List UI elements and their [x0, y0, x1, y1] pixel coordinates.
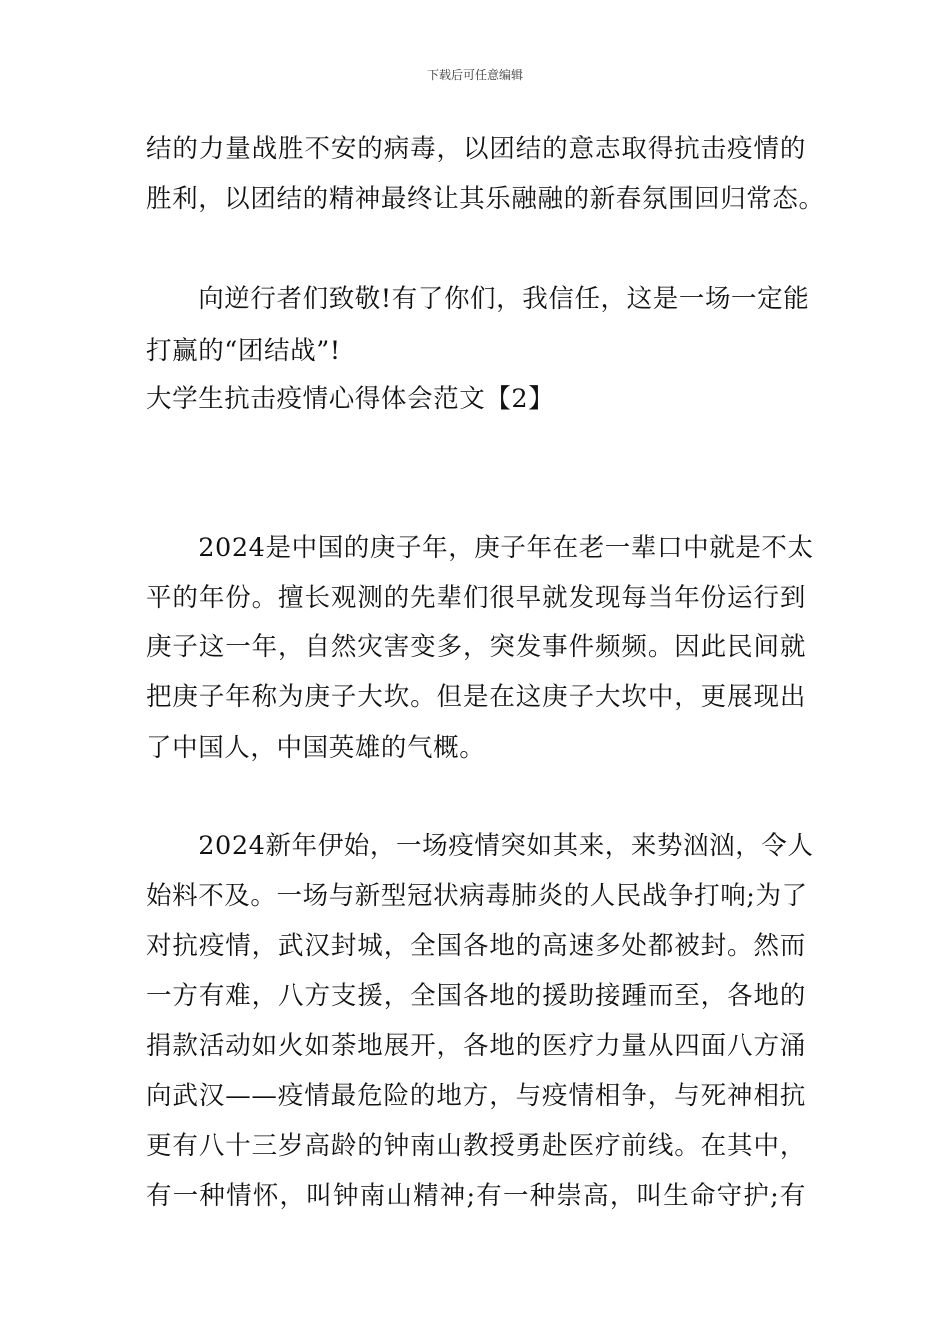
text-line: 2024新年伊始，一场疫情突如其来，来势汹汹，令人 [146, 831, 814, 861]
text-line: 有一种情怀，叫钟南山精神;有一种崇高，叫生命守护;有 [146, 1181, 806, 1211]
page-header: 下载后可任意编辑 [426, 68, 523, 82]
text-line: 向逆行者们致敬!有了你们，我信任，这是一场一定能 [146, 284, 810, 314]
text-line: 2024是中国的庚子年，庚子年在老一辈口中就是不太 [146, 533, 814, 563]
text-line: 把庚子年称为庚子大坎。但是在这庚子大坎中，更展现出 [146, 682, 806, 712]
text-line: 了中国人，中国英雄的气概。 [146, 733, 486, 763]
text-line: 捐款活动如火如荼地展开，各地的医疗力量从四面八方涌 [146, 1031, 806, 1061]
text-line: 胜利，以团结的精神最终让其乐融融的新春氛围回归常态。 [146, 184, 825, 214]
text-line: 向武汉——疫情最危险的地方，与疫情相争，与死神相抗 [146, 1081, 806, 1111]
text-line: 打赢的“团结战”! [146, 336, 341, 366]
text-line: 庚子这一年，自然灾害变多，突发事件频频。因此民间就 [146, 632, 806, 662]
text-line: 结的力量战胜不安的病毒，以团结的意志取得抗击疫情的 [146, 134, 806, 164]
text-line: 平的年份。擅长观测的先辈们很早就发现每当年份运行到 [146, 583, 806, 613]
section-title: 大学生抗击疫情心得体会范文【2】 [146, 384, 555, 414]
text-line: 始料不及。一场与新型冠状病毒肺炎的人民战争打响;为了 [146, 881, 808, 911]
text-line: 更有八十三岁高龄的钟南山教授勇赴医疗前线。在其中， [146, 1131, 806, 1161]
text-line: 对抗疫情，武汉封城，全国各地的高速多处都被封。然而 [146, 931, 806, 961]
text-line: 一方有难，八方支援，全国各地的援助接踵而至，各地的 [146, 981, 806, 1011]
